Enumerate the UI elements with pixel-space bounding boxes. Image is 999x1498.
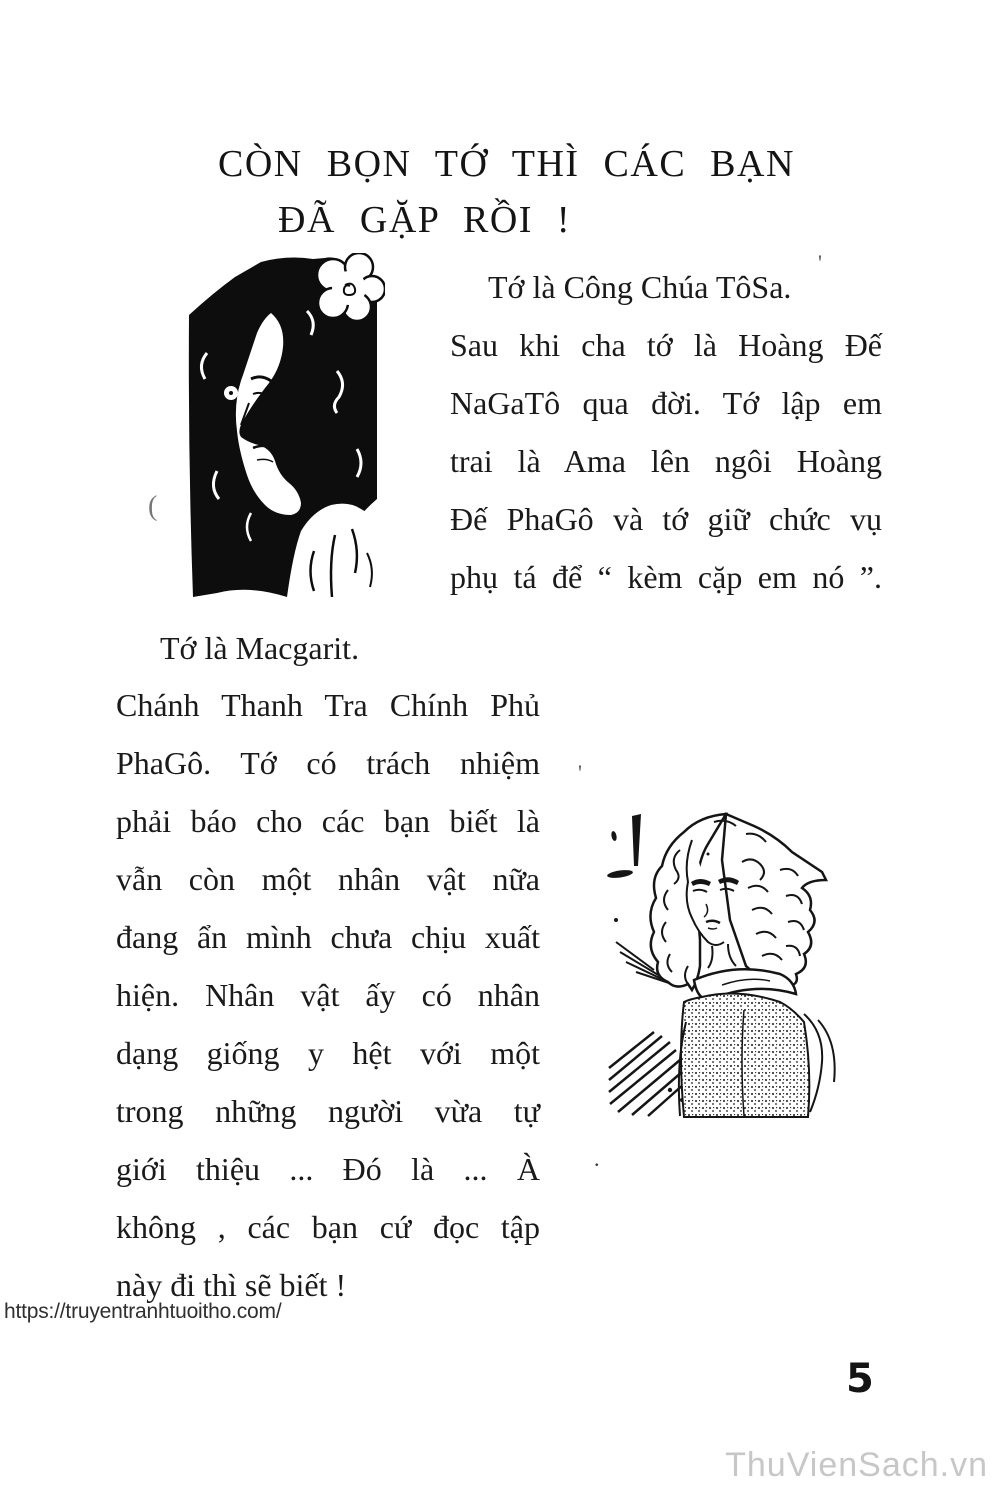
scan-artifact: .	[594, 1146, 600, 1171]
macgarit-speech-line: dạng giống y hệt với một	[116, 1035, 540, 1071]
macgarit-speech-line: trong những người vừa tự	[116, 1093, 540, 1129]
tosa-speech-line: trai là Ama lên ngôi Hoàng	[450, 443, 882, 479]
page-number: 5	[846, 1356, 874, 1402]
macgarit-speech-line: không , các bạn cứ đọc tập	[116, 1209, 540, 1245]
tosa-speech-line: Đế PhaGô và tớ giữ chức vụ	[450, 501, 882, 537]
macgarit-illustration	[596, 770, 911, 1118]
source-url: https://truyentranhtuoitho.com/	[4, 1300, 282, 1323]
macgarit-speech-line: Chánh Thanh Tra Chính Phủ	[116, 687, 540, 723]
macgarit-intro: Tớ là Macgarit.	[160, 630, 360, 666]
tosa-portrait-drawing	[187, 253, 385, 598]
tosa-illustration	[187, 253, 385, 598]
tosa-speech-line: Tớ là Công Chúa TôSa.	[488, 269, 792, 305]
macgarit-speech-line: hiện. Nhân vật ấy có nhân	[116, 977, 540, 1013]
macgarit-speech-line: đang ẩn mình chưa chịu xuất	[116, 919, 540, 955]
scan-artifact: '	[818, 250, 822, 275]
macgarit-speech-line: này đi thì sẽ biết !	[116, 1267, 347, 1303]
tosa-speech-line: Sau khi cha tớ là Hoàng Đế	[450, 327, 882, 363]
scan-artifact: (	[148, 491, 158, 522]
scan-artifact: '	[578, 760, 582, 785]
macgarit-speech-line: PhaGô. Tớ có trách nhiệm	[116, 745, 540, 781]
tosa-speech-paragraph	[450, 258, 882, 606]
page-title-line-1: CÒN BỌN TỚ THÌ CÁC BẠN	[218, 143, 795, 185]
macgarit-speech-line: giới thiệu ... Đó là ... À	[116, 1151, 540, 1187]
watermark: ThuVienSach.vn	[725, 1446, 988, 1484]
macgarit-speech-line: vẫn còn một nhân vật nữa	[116, 861, 540, 897]
macgarit-speech-paragraph	[116, 676, 540, 1314]
tosa-speech-line: phụ tá để “ kèm cặp em nó ”.	[450, 559, 882, 595]
tosa-speech-line: NaGaTô qua đời. Tớ lập em	[450, 385, 882, 421]
page-title-line-2: ĐÃ GẶP RỒI !	[278, 199, 572, 241]
macgarit-speech-line: phải báo cho các bạn biết là	[116, 803, 540, 839]
macgarit-portrait-drawing	[596, 770, 911, 1118]
